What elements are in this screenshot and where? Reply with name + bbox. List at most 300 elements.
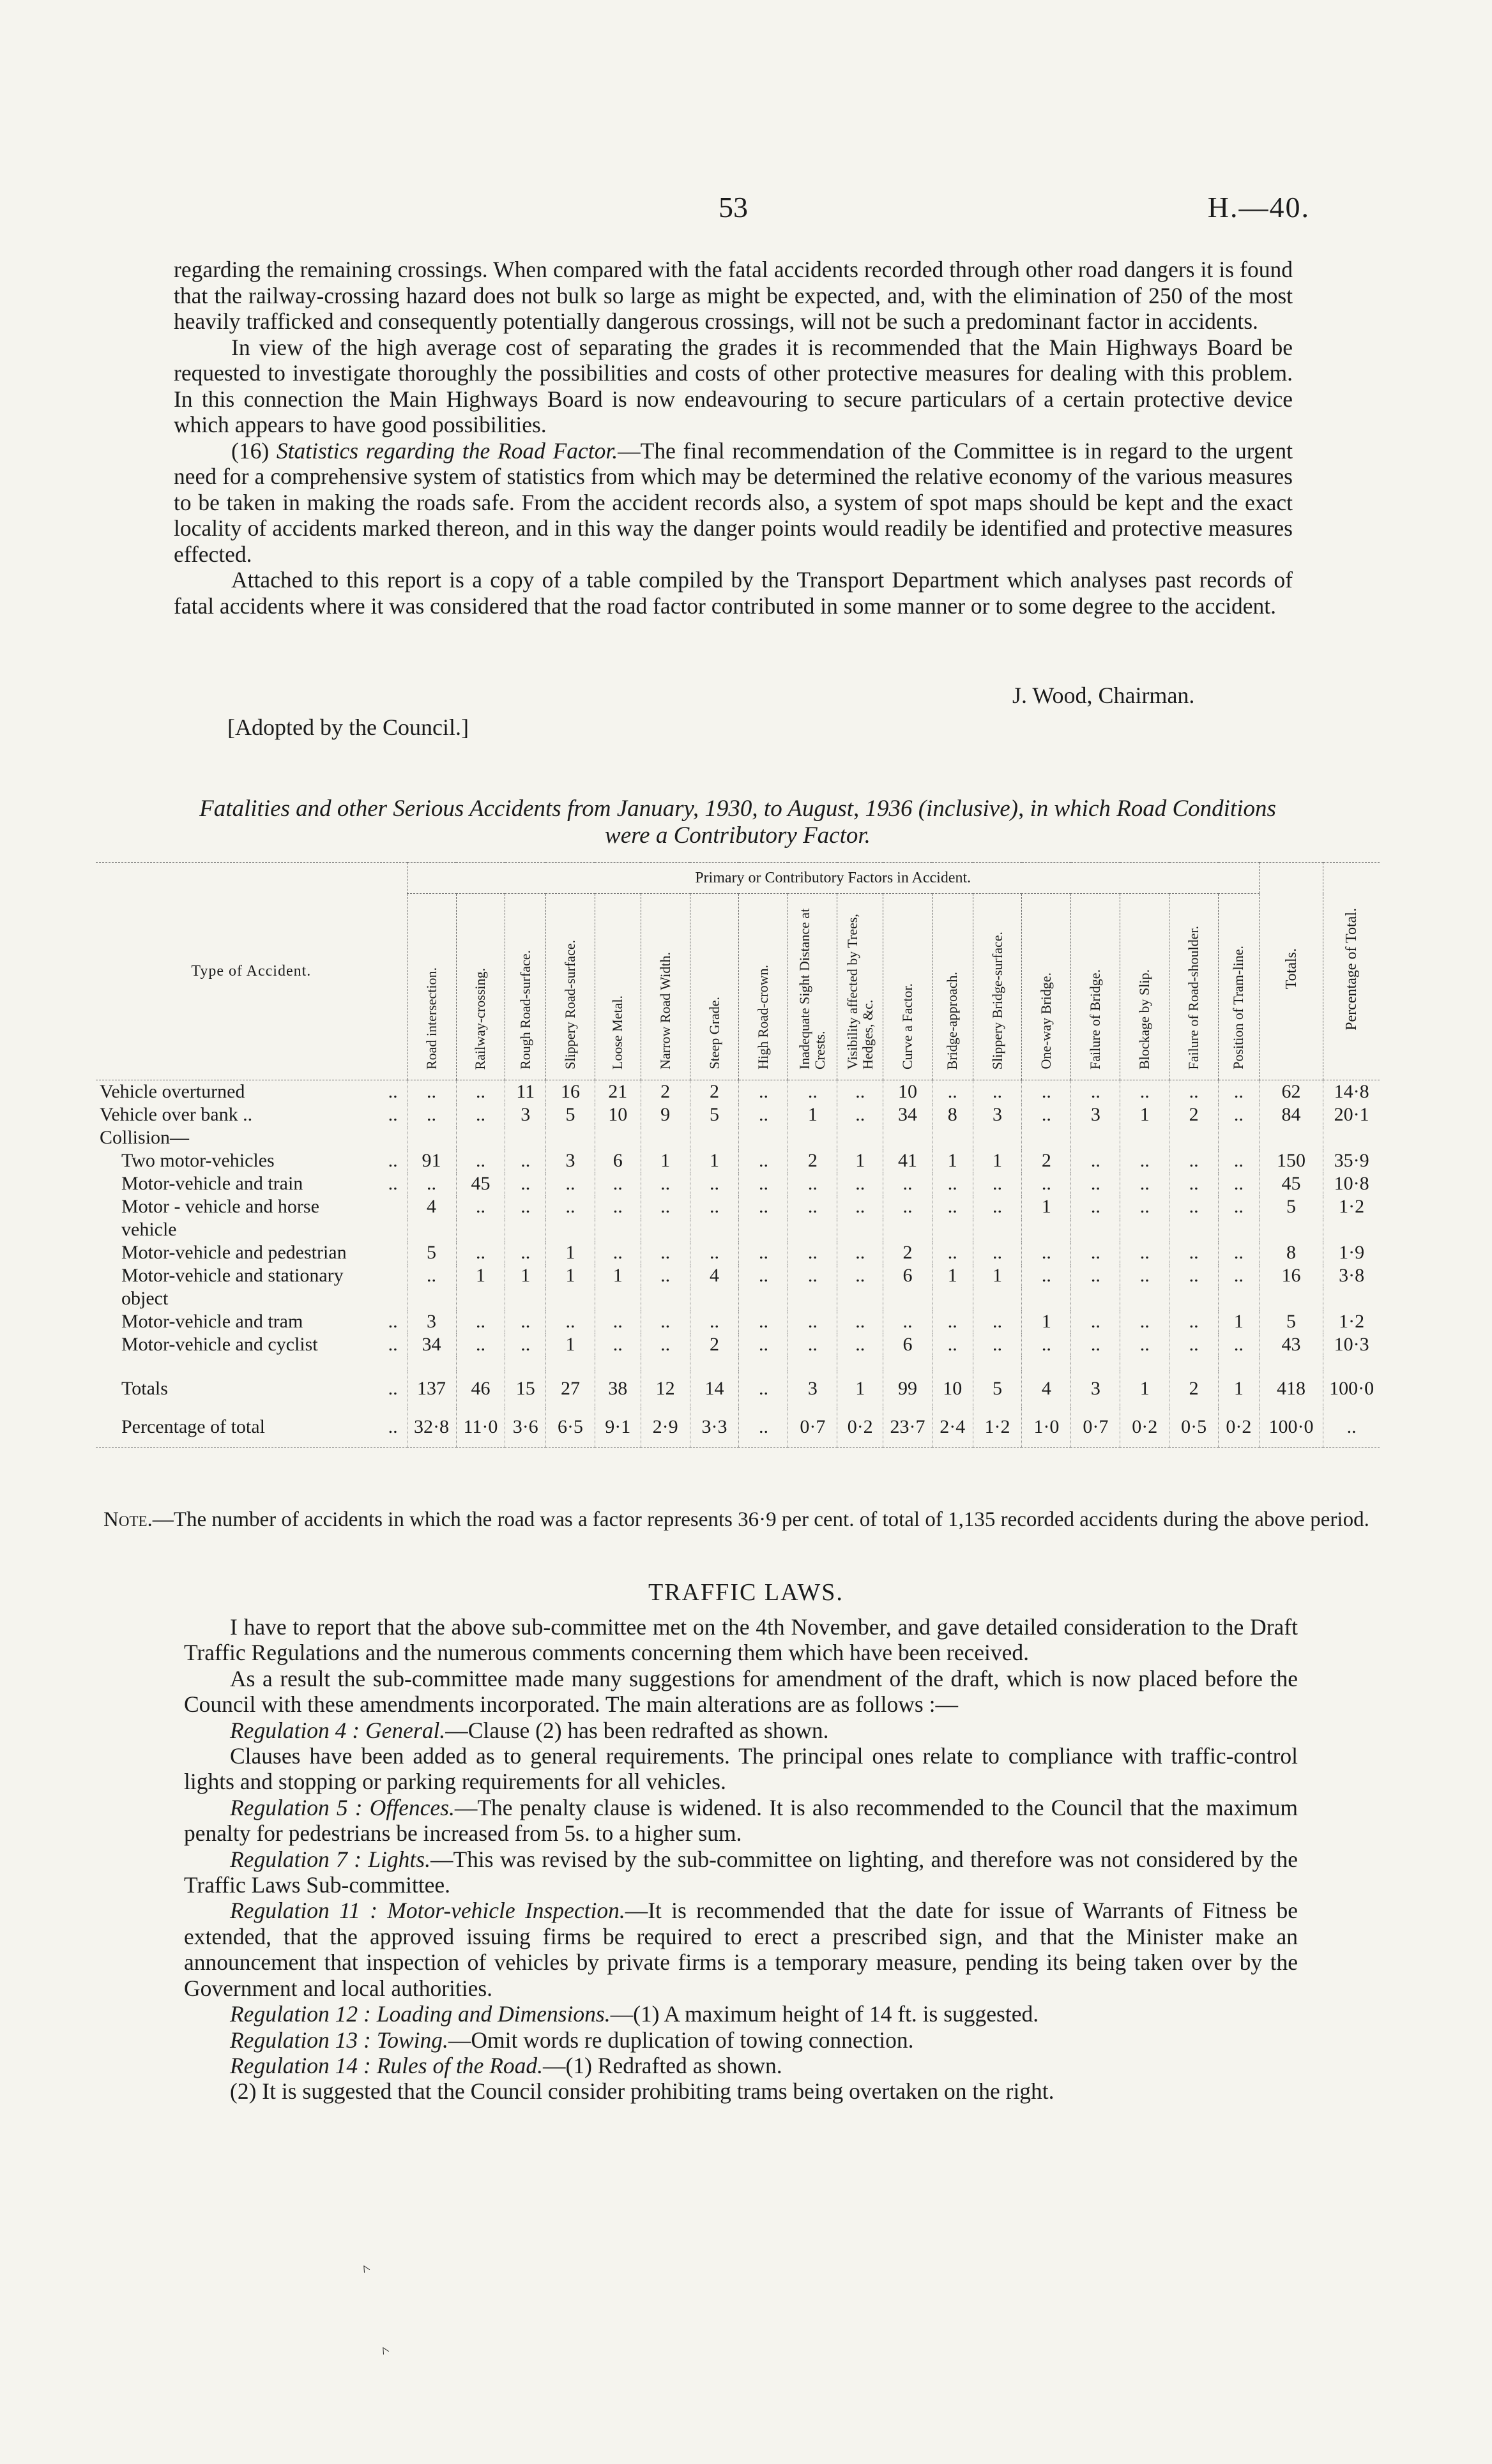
table-cell: .. [837, 1310, 883, 1333]
row-label: Totals .. [121, 1378, 398, 1399]
row-label: Two motor-vehicles .. [121, 1150, 398, 1171]
table-cell: .. [545, 1195, 595, 1218]
table-row [96, 1287, 1380, 1310]
table-cell: 5 [973, 1370, 1022, 1407]
table-cell: 2·4 [932, 1407, 973, 1447]
table-cell: 1 [690, 1149, 739, 1172]
table-cell: 10·3 [1323, 1333, 1380, 1356]
table-cell: .. [973, 1080, 1022, 1104]
table-cell [837, 1287, 883, 1310]
table-cell: 3·3 [690, 1407, 739, 1447]
table-cell: 4 [690, 1264, 739, 1287]
table-cell: 0·7 [788, 1407, 837, 1447]
table-cell: 150 [1259, 1149, 1323, 1172]
table-cell [1323, 1287, 1380, 1310]
column-header: Slippery Bridge-surface. [973, 894, 1022, 1080]
table-cell: 20·1 [1323, 1103, 1380, 1126]
table-cell: .. [407, 1172, 456, 1195]
table-cell: .. [1219, 1264, 1260, 1287]
table-cell: 6 [595, 1149, 641, 1172]
table-cell [505, 1287, 546, 1310]
table-cell: .. [837, 1195, 883, 1218]
table-cell: 35·9 [1323, 1149, 1380, 1172]
column-header: Visibility affected by Trees, Hedges, &c. [837, 894, 883, 1080]
table-row [96, 1241, 1380, 1264]
table-cell: .. [739, 1103, 788, 1126]
table-cell: .. [837, 1333, 883, 1356]
table-cell: 9·1 [595, 1407, 641, 1447]
table-cell: 1·9 [1323, 1241, 1380, 1264]
table-cell: .. [1120, 1080, 1169, 1104]
table-cell: 2 [690, 1333, 739, 1356]
table-cell: 0·7 [1071, 1407, 1120, 1447]
table-cell: 2 [1022, 1149, 1071, 1172]
table-cell: .. [883, 1310, 933, 1333]
table-cell [545, 1126, 595, 1149]
table-cell: .. [1071, 1080, 1120, 1104]
table-cell: .. [1071, 1333, 1120, 1356]
table-cell: .. [641, 1172, 690, 1195]
table-cell: 3 [407, 1310, 456, 1333]
intro-paragraph-3: (16) Statistics regarding the Road Factor.—The final recommendation of the Committee is in regard to the urgent need for a comprehensive system of statistics from which may be determined the relative economy of the various measures to be taken in making the roads safe. From the accident records also, a system of spot maps should be kept and the exact locality of accidents marked thereon, and in this way the danger points would readily be identified and protective measures effected. [174, 437, 1293, 567]
table-cell: .. [1022, 1333, 1071, 1356]
table-cell: 91 [407, 1149, 456, 1172]
table-cell: .. [973, 1310, 1022, 1333]
intro-text [174, 257, 1293, 619]
table-cell: 3 [545, 1149, 595, 1172]
table-cell: .. [932, 1241, 973, 1264]
table-cell: 418 [1259, 1370, 1323, 1407]
clauses-paragraph: Clauses have been added as to general requirements. The principal ones relate to compliance with traffic-control lights and stopping or parking requirements for all vehicles. [184, 1743, 1298, 1795]
table-cell [1071, 1287, 1120, 1310]
table-cell: 1·2 [973, 1407, 1022, 1447]
table-cell: .. [1022, 1080, 1071, 1104]
table-cell: 0·5 [1169, 1407, 1219, 1447]
table-cell: .. [1219, 1195, 1260, 1218]
intro-paragraph-1: regarding the remaining crossings. When compared with the fatal accidents recorded through other road dangers it is found that the railway-crossing hazard does not bulk so large as might be expected, and, with the elimination of 250 of the most heavily trafficked and consequently potentially dangerous crossings, will not be such a predominant factor in accidents. [174, 257, 1293, 334]
table-cell: .. [1120, 1172, 1169, 1195]
table-cell: .. [1169, 1149, 1219, 1172]
table-cell: 1 [1022, 1195, 1071, 1218]
table-cell: .. [739, 1333, 788, 1356]
table-cell: 34 [883, 1103, 933, 1126]
table-cell [456, 1218, 505, 1241]
table-cell [883, 1218, 933, 1241]
table-cell: 45 [456, 1172, 505, 1195]
table-cell [1323, 1218, 1380, 1241]
regulation-14: Regulation 14 : Rules of the Road.—(1) Redrafted as shown. [230, 2052, 782, 2078]
table-cell: .. [456, 1080, 505, 1104]
table-cell: .. [788, 1195, 837, 1218]
table-cell: .. [788, 1241, 837, 1264]
table-cell: .. [1219, 1172, 1260, 1195]
table-cell: .. [1219, 1333, 1260, 1356]
regulation-11: Regulation 11 : Motor-vehicle Inspection.—It is recommended that the date for issue of Warrants of Fitness be extended, that the approved issuing firms be required to erect a prescribed sign, and that the Minister make an announcement that inspection of vehicles by private firms is a temporary measure, pending its being taken over by the Government and local authorities. [184, 1898, 1298, 2001]
table-cell: 23·7 [883, 1407, 933, 1447]
table-cell: 99 [883, 1370, 933, 1407]
table-cell: 5 [1259, 1310, 1323, 1333]
document-reference: H.—40. [1207, 191, 1310, 223]
table-cell: 3 [1071, 1370, 1120, 1407]
traffic-laws-paragraph-1: I have to report that the above sub-committee met on the 4th November, and gave detailed consideration to the Draft Traffic Regulations and the numerous comments concerning them which have been received. [184, 1614, 1298, 1666]
table-cell [595, 1287, 641, 1310]
table-cell: 1 [1120, 1370, 1169, 1407]
table-cell: .. [1022, 1241, 1071, 1264]
table-cell: .. [690, 1172, 739, 1195]
table-cell: 14 [690, 1370, 739, 1407]
table-cell: .. [407, 1264, 456, 1287]
table-cell: 1 [545, 1264, 595, 1287]
table-cell: .. [932, 1333, 973, 1356]
table-cell: 10 [932, 1370, 973, 1407]
table-cell [1259, 1218, 1323, 1241]
table-cell: .. [505, 1310, 546, 1333]
table-cell [739, 1287, 788, 1310]
column-header: Totals. [1259, 863, 1323, 1080]
adopted-note: [Adopted by the Council.] [227, 714, 469, 740]
column-header: Curve a Factor. [883, 894, 933, 1080]
table-cell: 45 [1259, 1172, 1323, 1195]
table-cell [1120, 1218, 1169, 1241]
table-cell: 1·2 [1323, 1195, 1380, 1218]
table-cell: .. [1120, 1195, 1169, 1218]
table-cell: 1 [456, 1264, 505, 1287]
table-cell [1169, 1287, 1219, 1310]
table-cell: .. [690, 1241, 739, 1264]
row-label: Motor-vehicle and tram .. [121, 1311, 398, 1332]
row-label: Collision— [100, 1127, 190, 1148]
table-cell: .. [641, 1241, 690, 1264]
table-cell: 3·6 [505, 1407, 546, 1447]
table-cell: 11 [505, 1080, 546, 1104]
table-cell: .. [641, 1195, 690, 1218]
table-cell: .. [973, 1333, 1022, 1356]
table-cell: 1 [837, 1149, 883, 1172]
table-cell: .. [1120, 1149, 1169, 1172]
table-cell: .. [407, 1103, 456, 1126]
table-cell: 46 [456, 1370, 505, 1407]
table-cell: .. [456, 1333, 505, 1356]
table-cell: .. [1219, 1103, 1260, 1126]
table-cell [883, 1287, 933, 1310]
column-header: Loose Metal. [595, 894, 641, 1080]
table-cell: .. [739, 1149, 788, 1172]
table-cell: .. [595, 1310, 641, 1333]
table-cell: .. [883, 1172, 933, 1195]
table-cell: 1 [932, 1264, 973, 1287]
table-cell: .. [1169, 1172, 1219, 1195]
table-cell: 1 [1219, 1310, 1260, 1333]
table-cell: 3·8 [1323, 1264, 1380, 1287]
row-label: Motor-vehicle and stationary [121, 1265, 344, 1286]
table-cell: .. [545, 1310, 595, 1333]
column-header: Rough Road-surface. [505, 894, 546, 1080]
table-cell [595, 1218, 641, 1241]
table-cell: .. [788, 1080, 837, 1104]
table-cell: .. [739, 1172, 788, 1195]
table-cell: .. [973, 1241, 1022, 1264]
table-cell [973, 1218, 1022, 1241]
row-label: Vehicle overturned .. [100, 1081, 398, 1102]
table-note: Note.—The number of accidents in which the road was a factor represents 36·9 per cent. of total of 1,135 recorded accidents during the above period. [103, 1508, 1369, 1531]
table-cell [641, 1287, 690, 1310]
table-cell: 10 [595, 1103, 641, 1126]
table-cell: .. [1071, 1241, 1120, 1264]
regulation-4: Regulation 4 : General.—Clause (2) has been redrafted as shown. [230, 1717, 829, 1743]
table-cell: 0·2 [837, 1407, 883, 1447]
table-cell: .. [739, 1310, 788, 1333]
table-cell [1071, 1126, 1120, 1149]
table-cell: .. [456, 1241, 505, 1264]
table-cell [883, 1126, 933, 1149]
table-row [96, 1264, 1380, 1287]
column-header: Narrow Road Width. [641, 894, 690, 1080]
column-header: Position of Tram-line. [1219, 894, 1260, 1080]
row-label: Motor-vehicle and cyclist .. [121, 1334, 398, 1355]
accident-data-table [96, 862, 1380, 1450]
table-cell [690, 1287, 739, 1310]
table-cell: 0·2 [1120, 1407, 1169, 1447]
table-cell: 0·2 [1219, 1407, 1260, 1447]
table-cell [407, 1287, 456, 1310]
table-cell: 2 [690, 1080, 739, 1104]
table-cell: 11·0 [456, 1407, 505, 1447]
table-cell: 100·0 [1259, 1407, 1323, 1447]
column-header: Road intersection. [407, 894, 456, 1080]
table-cell [837, 1218, 883, 1241]
regulation-7: Regulation 7 : Lights.—This was revised by the sub-committee on lighting, and therefore was not considered by the Traffic Laws Sub-committee. [184, 1846, 1298, 1898]
table-cell: 1 [973, 1149, 1022, 1172]
table-cell: .. [641, 1264, 690, 1287]
regulation-13: Regulation 13 : Towing.—Omit words re duplication of towing connection. [230, 2027, 914, 2053]
table-cell: .. [456, 1310, 505, 1333]
table-cell [1120, 1287, 1169, 1310]
table-cell [1169, 1218, 1219, 1241]
table-cell [641, 1126, 690, 1149]
table-cell: 100·0 [1323, 1370, 1380, 1407]
table-cell: 1 [1120, 1103, 1169, 1126]
table-row [96, 1218, 1380, 1241]
column-header: Bridge-approach. [932, 894, 973, 1080]
table-cell: 14·8 [1323, 1080, 1380, 1104]
column-header: Percentage of Total. [1323, 863, 1380, 1080]
table-cell: .. [407, 1080, 456, 1104]
table-cell: 2 [641, 1080, 690, 1104]
table-cell: .. [973, 1172, 1022, 1195]
column-header: Slippery Road-surface. [545, 894, 595, 1080]
table-cell: .. [456, 1149, 505, 1172]
table-cell: 1 [595, 1264, 641, 1287]
table-cell: 1 [973, 1264, 1022, 1287]
table-cell [739, 1126, 788, 1149]
table-cell: 21 [595, 1080, 641, 1104]
table-cell: .. [739, 1080, 788, 1104]
table-cell: .. [932, 1080, 973, 1104]
table-cell: .. [595, 1333, 641, 1356]
table-cell: .. [932, 1172, 973, 1195]
table-cell: .. [595, 1241, 641, 1264]
row-label: Motor - vehicle and horse [121, 1196, 319, 1217]
table-cell: 6 [883, 1333, 933, 1356]
column-header: Failure of Bridge. [1071, 894, 1120, 1080]
table-row [96, 1080, 1380, 1104]
table-cell: .. [1120, 1333, 1169, 1356]
table-cell: .. [788, 1310, 837, 1333]
table-cell: 1 [641, 1149, 690, 1172]
table-cell: .. [505, 1241, 546, 1264]
table-cell: .. [837, 1172, 883, 1195]
regulation-12: Regulation 12 : Loading and Dimensions.—(1) A maximum height of 14 ft. is suggested. [230, 2001, 1039, 2027]
table-cell: .. [690, 1195, 739, 1218]
table-cell: 1 [932, 1149, 973, 1172]
table-row [96, 1149, 1380, 1172]
table-cell: 12 [641, 1370, 690, 1407]
table-cell [641, 1218, 690, 1241]
table-cell: .. [456, 1103, 505, 1126]
table-cell [545, 1287, 595, 1310]
table-cell: .. [739, 1195, 788, 1218]
table-cell: .. [1071, 1172, 1120, 1195]
table-cell: .. [788, 1172, 837, 1195]
table-cell [407, 1126, 456, 1149]
type-of-accident-header: Type of Accident. [96, 863, 407, 1080]
table-cell: 3 [788, 1370, 837, 1407]
page-number: 53 [719, 191, 748, 223]
row-label: object [121, 1288, 169, 1309]
table-cell [1022, 1287, 1071, 1310]
table-row [96, 1407, 1380, 1447]
table-cell [788, 1126, 837, 1149]
traffic-laws-title: TRAFFIC LAWS. [648, 1579, 844, 1606]
column-header: One-way Bridge. [1022, 894, 1071, 1080]
table-cell: 1 [788, 1103, 837, 1126]
table-cell: .. [1120, 1264, 1169, 1287]
table-cell: .. [932, 1195, 973, 1218]
table-cell [1219, 1126, 1260, 1149]
table-cell: 10·8 [1323, 1172, 1380, 1195]
table-cell: 41 [883, 1149, 933, 1172]
table-cell: .. [1323, 1407, 1380, 1447]
table-cell: 10 [883, 1080, 933, 1104]
column-header: Failure of Road-shoulder. [1169, 894, 1219, 1080]
table-cell: 2 [788, 1149, 837, 1172]
table-cell: 3 [505, 1103, 546, 1126]
table-row [96, 1195, 1380, 1218]
table-cell [1169, 1126, 1219, 1149]
column-header: High Road-crown. [739, 894, 788, 1080]
table-cell [1022, 1126, 1071, 1149]
table-cell [505, 1218, 546, 1241]
table-cell [595, 1126, 641, 1149]
table-cell: 6 [883, 1264, 933, 1287]
table-cell: .. [788, 1264, 837, 1287]
table-row [96, 1126, 1380, 1149]
table-cell: 4 [407, 1195, 456, 1218]
table-cell: .. [1071, 1149, 1120, 1172]
table-cell: 1 [837, 1370, 883, 1407]
table-cell: .. [837, 1103, 883, 1126]
table-cell [739, 1218, 788, 1241]
table-cell: 2·9 [641, 1407, 690, 1447]
table-cell: 1 [505, 1264, 546, 1287]
table-cell: 9 [641, 1103, 690, 1126]
table-cell: .. [837, 1241, 883, 1264]
table-cell: 1 [545, 1333, 595, 1356]
stray-mark: ˄ [358, 2259, 373, 2278]
stray-mark: ˄ [377, 2341, 392, 2359]
table-cell [1259, 1126, 1323, 1149]
table-cell: .. [837, 1080, 883, 1104]
table-cell: .. [739, 1264, 788, 1287]
table-cell: 3 [1071, 1103, 1120, 1126]
table-row [96, 1333, 1380, 1356]
table-title: Fatalities and other Serious Accidents from January, 1930, to August, 1936 (inclusive), in which Road Conditions were a Contributory Factor. [199, 796, 1276, 849]
table-cell: 5 [1259, 1195, 1323, 1218]
table-cell: 43 [1259, 1333, 1323, 1356]
table-cell: .. [505, 1172, 546, 1195]
table-cell: 1·0 [1022, 1407, 1071, 1447]
table-cell: 5 [690, 1103, 739, 1126]
table-cell [1323, 1126, 1380, 1149]
table-cell [932, 1218, 973, 1241]
table-cell: .. [1169, 1195, 1219, 1218]
table-row [96, 1310, 1380, 1333]
table-cell [456, 1287, 505, 1310]
traffic-laws-text [184, 1614, 1298, 2105]
table-cell: .. [739, 1241, 788, 1264]
table-cell: .. [1219, 1149, 1260, 1172]
table-cell [690, 1218, 739, 1241]
table-cell: 27 [545, 1370, 595, 1407]
row-label: Motor-vehicle and train .. [121, 1173, 398, 1194]
table-cell: .. [1022, 1103, 1071, 1126]
table-cell: .. [1169, 1310, 1219, 1333]
table-cell [788, 1218, 837, 1241]
table-cell: .. [739, 1370, 788, 1407]
table-cell [973, 1287, 1022, 1310]
table-cell: .. [1071, 1310, 1120, 1333]
table-cell: .. [739, 1407, 788, 1447]
table-cell: .. [837, 1264, 883, 1287]
table-cell: 38 [595, 1370, 641, 1407]
table-row [96, 1370, 1380, 1407]
table-cell: 2 [1169, 1370, 1219, 1407]
table-cell: .. [973, 1195, 1022, 1218]
traffic-laws-paragraph-2: As a result the sub-committee made many suggestions for amendment of the draft, which is now placed before the Council with these amendments incorporated. The main alterations are as follows :— [184, 1665, 1298, 1718]
table-cell: 8 [932, 1103, 973, 1126]
table-cell [1219, 1218, 1260, 1241]
table-cell: .. [690, 1310, 739, 1333]
table-cell: 2 [1169, 1103, 1219, 1126]
table-cell: .. [456, 1195, 505, 1218]
column-header: Blockage by Slip. [1120, 894, 1169, 1080]
table-cell [1120, 1126, 1169, 1149]
table-cell: .. [1022, 1264, 1071, 1287]
table-cell [1071, 1218, 1120, 1241]
regulation-5: Regulation 5 : Offences.—The penalty clause is widened. It is also recommended to the Council that the maximum penalty for pedestrians be increased from 5s. to a higher sum. [184, 1794, 1298, 1847]
table-cell: .. [883, 1195, 933, 1218]
table-cell: 84 [1259, 1103, 1323, 1126]
table-cell: .. [1022, 1172, 1071, 1195]
table-cell: 1 [545, 1241, 595, 1264]
intro-paragraph-2: In view of the high average cost of separating the grades it is recommended that the Main Highways Board be requested to investigate thoroughly the possibilities and costs of other protective measures for dealing with this problem. In this connection the Main Highways Board is now endeavouring to secure particulars of a certain protective device which appears to have good possibilities. [174, 334, 1293, 437]
table-cell: 15 [505, 1370, 546, 1407]
table-cell [788, 1287, 837, 1310]
table-row [96, 1103, 1380, 1126]
row-label: Vehicle over bank .. .. [100, 1104, 398, 1125]
table-cell: .. [1071, 1264, 1120, 1287]
table-cell [932, 1287, 973, 1310]
